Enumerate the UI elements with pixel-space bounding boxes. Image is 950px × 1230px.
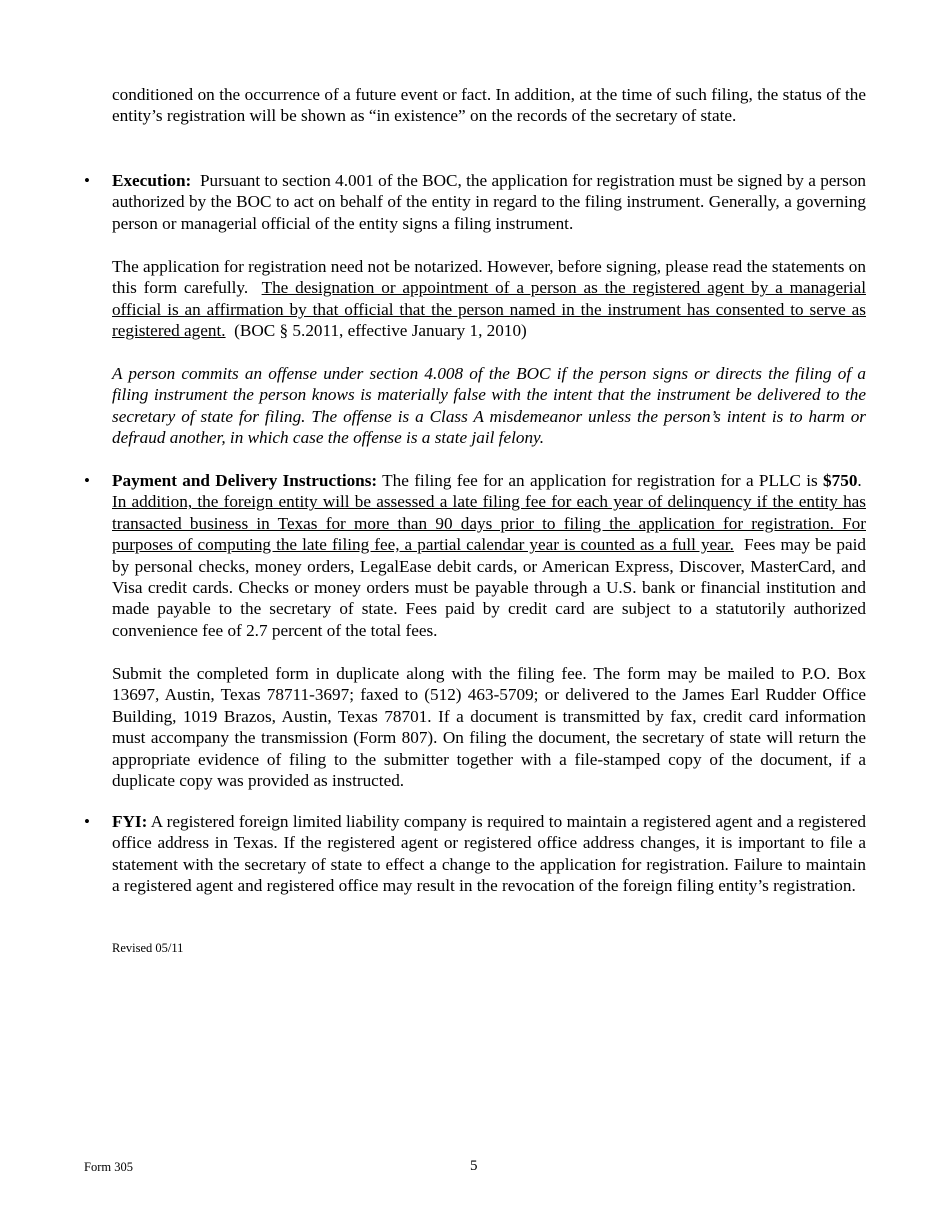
payment-paragraph: Payment and Delivery Instructions: The filing fee for an application for registration for a PLLC is $750. In addition, the foreign entity will be assessed a late filing fee for each year of delinquency if the entity has transacted business in Texas for more than 90 days prior to filing the application for registration. For purposes of computing the late filing fee, a partial calendar year is counted as a full year. Fees may be paid by personal checks, money orders, LegalEase debit cards, or American Express, Discover, MasterCard, and Visa credit cards. Checks or money orders must be payable through a U.S. bank or financial institution and made payable to the secretary of state. Fees paid by credit card are subject to a statutorily authorized convenience fee of 2.7 percent of the total fees. [112, 471, 867, 640]
payment-fee-text: The filing fee for an application for registration for a PLLC is [382, 471, 818, 490]
late-fee-notice: In addition, the foreign entity will be assessed a late filing fee for each year of delinquency if the entity has transacted business in Texas for more than 90 days prior to filing the application for registration. For purposes of computing the late filing fee, a partial calendar year is counted as a full year. [112, 492, 866, 555]
fyi-text: A registered foreign limited liability company is required to maintain a registered agent and a registered office address in Texas. If the registered agent or registered office address changes, it is important to file a statement with the secretary of state to effect a change to the application for registration. Failure to maintain a registered agent and registered office may result in the revocation of the foreign filing entity’s registration. [112, 812, 866, 896]
intro-text: conditioned on the occurrence of a future event or fact. In addition, at the time of such filing, the status of the entity’s registration will be shown as “in existence” on the records of the secretary of state. [112, 85, 866, 126]
submit-paragraph [112, 663, 866, 791]
execution-paragraph [112, 170, 866, 234]
payment-methods-text: Fees may be paid by personal checks, money orders, LegalEase debit cards, or American Express, Discover, MasterCard, and Visa credit cards. Checks or money orders must be payable through a U.S. bank or financial institution and made payable to the secretary of state. Fees paid by credit card are subject to a statutorily authorized convenience fee of 2.7 percent of the total fees. [112, 535, 867, 640]
execution-text: Pursuant to section 4.001 of the BOC, the application for registration must be signed by a person authorized by the BOC to act on behalf of the entity in regard to the filing instrument. Generally, a governing person or managerial official of the entity signs a filing instrument. [112, 171, 867, 233]
notary-text: The application for registration need not be notarized. However, before signing, please read the statements on this form carefully. [112, 257, 866, 298]
fee-amount: $750 [823, 471, 858, 490]
offense-paragraph [112, 363, 866, 449]
intro-paragraph [112, 84, 866, 127]
payment-heading: Payment and Delivery Instructions: [112, 471, 378, 490]
bullet-fyi: • [84, 812, 90, 831]
registered-agent-affirmation: The designation or appointment of a person as the registered agent by a managerial official is an affirmation by that official that the person named in the instrument has consented to serve as registered agent. [112, 278, 866, 341]
fyi-heading: FYI: [112, 812, 148, 831]
submit-text: Submit the completed form in duplicate along with the filing fee. The form may be mailed to P.O. Box 13697, Austin, Texas 78711-3697; faxed to (512) 463-5709; or delivered to the James Earl Rudder Office Building, 1019 Brazos, Austin, Texas 78701. If a document is transmitted by fax, credit card information must accompany the transmission (Form 807). On filing the document, the secretary of state will return the appropriate evidence of filing to the submitter together with a file-stamped copy of the document, if a duplicate copy was provided as instructed. [112, 664, 866, 791]
form-label: Form 305 [84, 1160, 133, 1174]
boc-citation: (BOC § 5.2011, effective January 1, 2010) [234, 321, 527, 341]
fyi-paragraph [112, 811, 866, 897]
notary-paragraph [112, 256, 866, 342]
page-number: 5 [470, 1158, 478, 1174]
revision-date: Revised 05/11 [112, 941, 184, 955]
bullet-payment: • [84, 471, 90, 490]
execution-heading: Execution: [112, 171, 192, 190]
offense-text: A person commits an offense under section 4.008 of the BOC if the person signs or directs the filing of a filing instrument the person knows is materially false with the intent that the instrument be delivered to the secretary of state for filing. The offense is a Class A misdemeanor unless the person’s intent is to harm or defraud another, in which case the offense is a state jail felony. [112, 364, 866, 448]
bullet-execution: • [84, 171, 90, 190]
